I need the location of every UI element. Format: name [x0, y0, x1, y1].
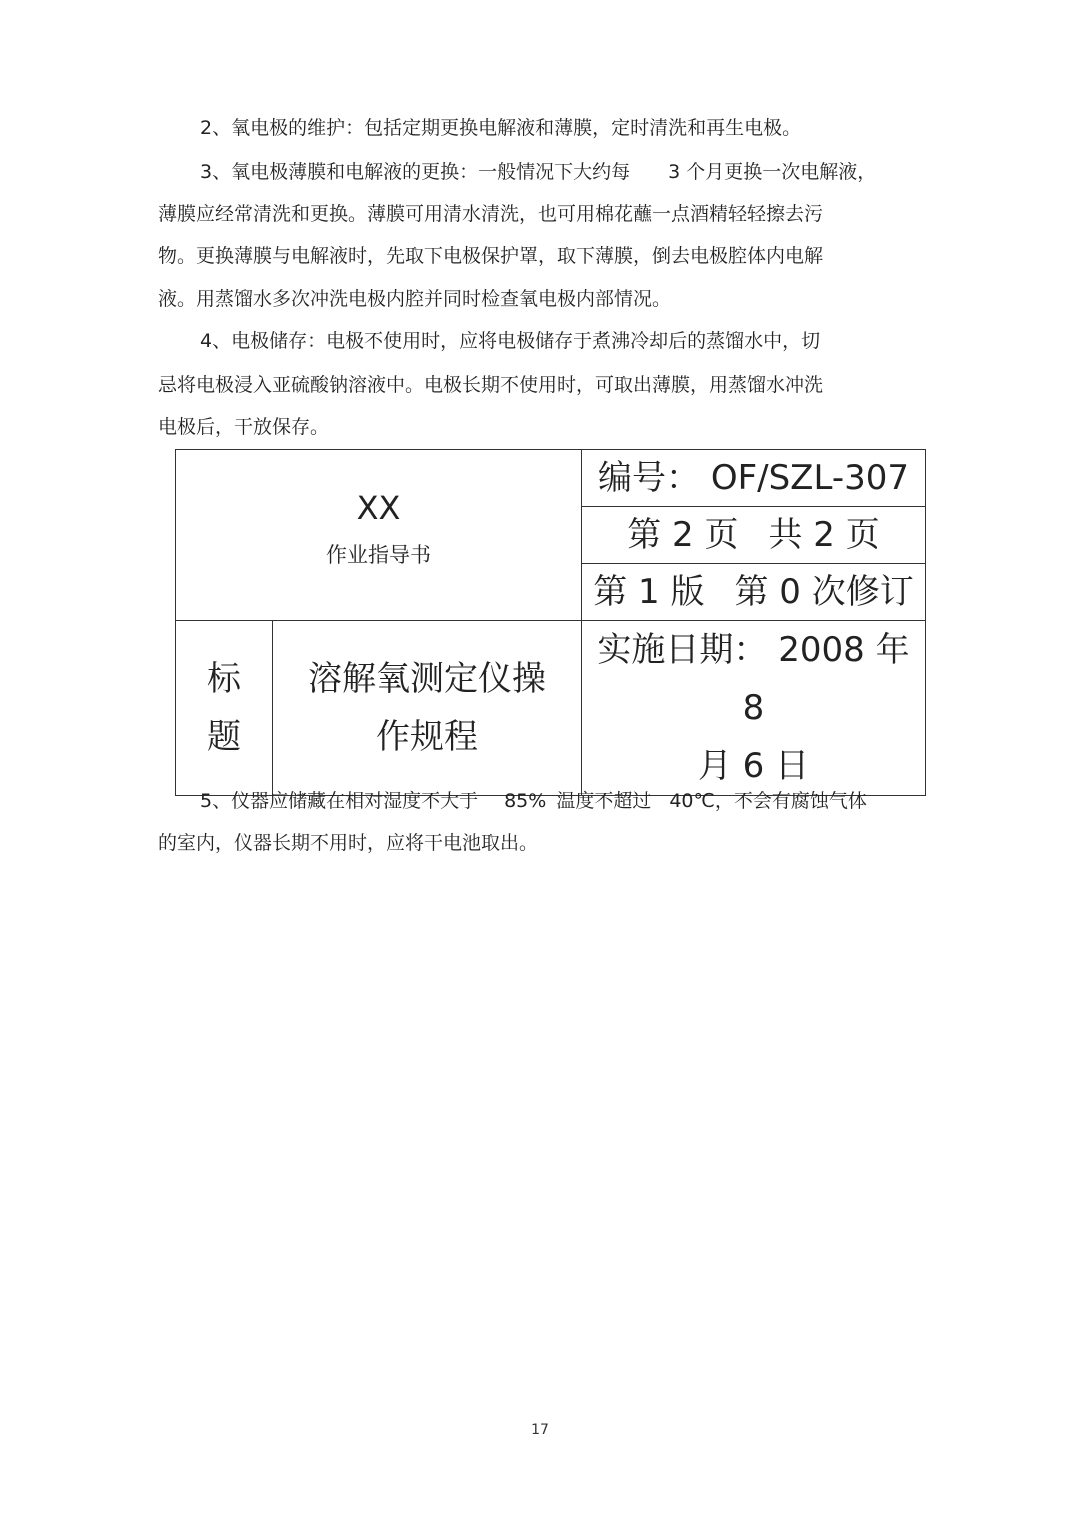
- organization-name: XX: [356, 489, 401, 527]
- document-title-line-2: 作规程: [376, 717, 478, 757]
- paragraph-2-line-1: 2、氧电极的维护：包括定期更换电解液和薄膜，定时清洗和再生电极。: [200, 117, 802, 139]
- paragraph-3-line-1-part-b: 3 个月更换一次电解液，: [668, 161, 877, 183]
- paragraph-3-line-1: [200, 159, 876, 185]
- title-label-char-1: 标: [207, 659, 241, 699]
- document-title-cell: [273, 621, 582, 796]
- paragraph-3-line-3: 物。更换薄膜与电解液时，先取下电极保护罩，取下薄膜，倒去电极腔体内电解: [158, 245, 824, 267]
- document-type: 作业指导书: [326, 543, 431, 567]
- effective-date-line-1: 实施日期： 2008 年 8: [597, 630, 910, 728]
- page-number: 17: [531, 1422, 549, 1438]
- document-header-table: [175, 449, 926, 796]
- paragraph-5-line-1-part-d: 40℃，不会有腐蚀气体: [669, 790, 867, 812]
- title-label-char-2: 题: [207, 717, 241, 757]
- paragraph-4-line-2: 忌将电极浸入亚硫酸钠溶液中。电极长期不使用时，可取出薄膜，用蒸馏水冲洗: [158, 374, 824, 396]
- paragraph-3-line-4: 液。用蒸馏水多次冲洗电极内腔并同时检查氧电极内部情况。: [158, 288, 672, 310]
- page-total: 共 2 页: [768, 515, 880, 555]
- paragraph-5-line-2: 的室内，仪器长期不用时，应将干电池取出。: [158, 832, 539, 854]
- title-label-cell: [176, 621, 273, 796]
- effective-date-cell: [582, 621, 926, 796]
- revision: 第 0 次修订: [734, 572, 914, 612]
- edition: 第 1 版: [593, 572, 705, 612]
- paragraph-4-line-3: 电极后，干放保存。: [158, 416, 330, 438]
- paragraph-3-line-1-part-a: 3、氧电极薄膜和电解液的更换：一般情况下大约每: [200, 161, 631, 183]
- effective-date-line-2: 月 6 日: [697, 746, 810, 786]
- document-number: 编号： OF/SZL-307: [582, 450, 926, 507]
- document-title-line-1: 溶解氧测定仪操: [308, 659, 546, 699]
- paragraph-4-line-1: 4、电极储存：电极不使用时，应将电极储存于煮沸冷却后的蒸馏水中，切: [200, 330, 821, 352]
- paragraph-5-line-1-part-c: 温度不超过: [556, 790, 652, 812]
- edition-cell: [582, 564, 926, 621]
- page-info-cell: [582, 507, 926, 564]
- paragraph-5-line-1: [200, 788, 867, 814]
- paragraph-5-line-1-part-b: 85%: [504, 790, 547, 812]
- organization-cell: [176, 450, 582, 621]
- paragraph-3-line-2: 薄膜应经常清洗和更换。薄膜可用清水清洗，也可用棉花蘸一点酒精轻轻擦去污: [158, 203, 824, 225]
- page-current: 第 2 页: [627, 515, 739, 555]
- paragraph-5-line-1-part-a: 5、仪器应储藏在相对湿度不大于: [200, 790, 479, 812]
